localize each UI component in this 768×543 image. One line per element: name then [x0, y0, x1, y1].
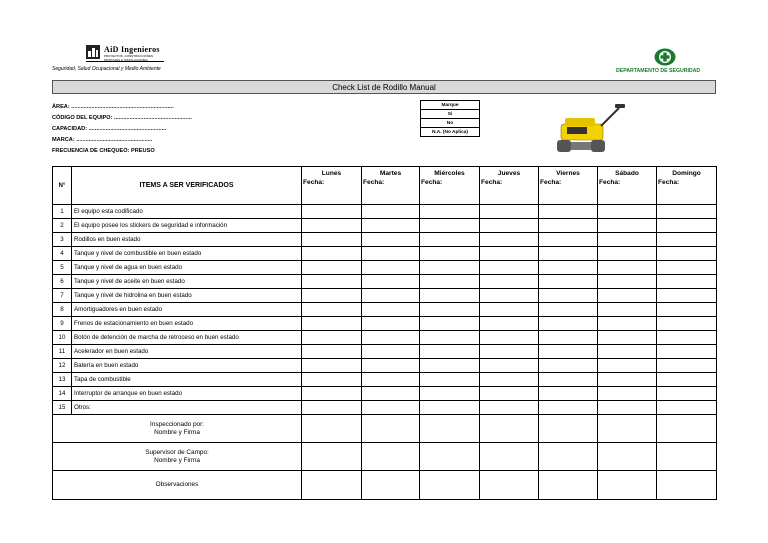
legend-na: N.A. (No Aplica)	[421, 128, 480, 137]
check-cell[interactable]	[480, 205, 539, 219]
check-cell[interactable]	[657, 289, 717, 303]
signature-cell[interactable]	[302, 415, 362, 443]
item-text: Acelerador en buen estado	[72, 345, 302, 359]
signature-label-line1: Inspeccionado por:	[149, 420, 204, 428]
check-cell[interactable]	[362, 233, 420, 247]
check-cell[interactable]	[539, 275, 598, 289]
check-cell[interactable]	[598, 275, 657, 289]
company-tagline: Seguridad, Salud Ocupacional y Medio Ambiente	[52, 66, 161, 72]
table-row	[53, 261, 717, 275]
item-text: Tanque y nivel de hidrolina en buen estado	[72, 289, 302, 303]
check-cell[interactable]	[539, 359, 598, 373]
item-text: Tanque y nivel de aceite en buen estado	[72, 275, 302, 289]
check-cell[interactable]	[362, 247, 420, 261]
check-cell[interactable]	[657, 233, 717, 247]
check-cell[interactable]	[480, 331, 539, 345]
check-cell[interactable]	[480, 317, 539, 331]
day-wednesday: Miércoles	[420, 167, 480, 180]
day-thursday: Jueves	[480, 167, 539, 180]
item-number: 11	[53, 345, 72, 359]
legend-heading: Marque	[421, 101, 480, 110]
date-monday[interactable]: Fecha:	[302, 179, 362, 204]
table-row	[53, 247, 717, 261]
day-monday: Lunes	[302, 167, 362, 180]
col-items-header: ITEMS A SER VERIFICADOS	[72, 167, 302, 205]
check-cell[interactable]	[539, 205, 598, 219]
checklist-items	[53, 205, 717, 415]
check-cell[interactable]	[539, 289, 598, 303]
check-cell[interactable]	[539, 387, 598, 401]
table-row	[53, 205, 717, 219]
marker-legend	[420, 100, 480, 137]
item-text: Tapa de combustible	[72, 373, 302, 387]
signature-label-line2: Nombre y Firma	[154, 456, 200, 464]
check-cell[interactable]	[362, 317, 420, 331]
check-cell[interactable]	[598, 247, 657, 261]
item-number: 12	[53, 359, 72, 373]
check-cell[interactable]	[362, 275, 420, 289]
check-cell[interactable]	[480, 233, 539, 247]
signature-cell[interactable]	[420, 415, 480, 443]
check-cell[interactable]	[657, 261, 717, 275]
table-row	[53, 345, 717, 359]
signature-cell[interactable]	[598, 471, 657, 500]
frequency-field: FRECUENCIA DE CHEQUEO: PREUSO	[52, 148, 155, 154]
check-cell[interactable]	[539, 261, 598, 275]
check-cell[interactable]	[480, 345, 539, 359]
logo-divider	[86, 61, 164, 62]
check-cell[interactable]	[657, 401, 717, 415]
check-cell[interactable]	[598, 261, 657, 275]
check-cell[interactable]	[539, 247, 598, 261]
check-cell[interactable]	[598, 345, 657, 359]
signature-label	[53, 443, 302, 471]
check-cell[interactable]	[420, 373, 480, 387]
check-cell[interactable]	[598, 219, 657, 233]
company-name: AiD Ingenieros	[104, 45, 160, 54]
check-cell[interactable]	[302, 219, 362, 233]
check-cell[interactable]	[598, 331, 657, 345]
signature-label-line1: Observaciones	[155, 481, 199, 488]
check-cell[interactable]	[362, 331, 420, 345]
company-logo-icon	[86, 45, 100, 59]
signature-cell[interactable]	[657, 415, 717, 443]
company-subtitle: PROYECTOS, CONSTRUCCIONES MONTAJES E INSTALACIONES	[104, 54, 153, 62]
check-cell[interactable]	[539, 345, 598, 359]
check-cell[interactable]	[480, 373, 539, 387]
capacity-field: CAPACIDAD: ..................................................	[52, 126, 167, 132]
table-row	[53, 331, 717, 345]
table-row	[53, 275, 717, 289]
item-text: Tanque y nivel de combustible en buen estado	[72, 247, 302, 261]
item-number: 1	[53, 205, 72, 219]
signature-label	[53, 415, 302, 443]
check-cell[interactable]	[539, 317, 598, 331]
checklist-table	[52, 166, 717, 500]
check-cell[interactable]	[362, 359, 420, 373]
check-cell[interactable]	[539, 303, 598, 317]
check-cell[interactable]	[420, 359, 480, 373]
check-cell[interactable]	[539, 233, 598, 247]
check-cell[interactable]	[598, 303, 657, 317]
check-cell[interactable]	[598, 359, 657, 373]
date-tuesday[interactable]: Fecha:	[362, 179, 420, 204]
check-cell[interactable]	[420, 303, 480, 317]
signature-cell[interactable]	[480, 415, 539, 443]
signature-cell[interactable]	[420, 471, 480, 500]
item-number: 3	[53, 233, 72, 247]
check-cell[interactable]	[657, 205, 717, 219]
check-cell[interactable]	[362, 387, 420, 401]
signature-cell[interactable]	[539, 471, 598, 500]
item-number: 7	[53, 289, 72, 303]
signature-cell[interactable]	[598, 415, 657, 443]
check-cell[interactable]	[420, 387, 480, 401]
check-cell[interactable]	[302, 303, 362, 317]
date-friday[interactable]: Fecha:	[539, 179, 598, 204]
check-cell[interactable]	[657, 345, 717, 359]
check-cell[interactable]	[362, 303, 420, 317]
check-cell[interactable]	[302, 233, 362, 247]
signature-cell[interactable]	[539, 443, 598, 471]
item-text: Otros:	[72, 401, 302, 415]
date-saturday[interactable]: Fecha:	[598, 179, 657, 204]
item-number: 5	[53, 261, 72, 275]
signature-cell[interactable]	[420, 443, 480, 471]
item-text: El equipo esta codificado	[72, 205, 302, 219]
check-cell[interactable]	[302, 359, 362, 373]
signature-cell[interactable]	[539, 415, 598, 443]
col-number-header: N°	[53, 167, 72, 205]
check-cell[interactable]	[598, 387, 657, 401]
item-number: 14	[53, 387, 72, 401]
table-row	[53, 387, 717, 401]
checklist-signatures	[53, 415, 717, 500]
signature-cell[interactable]	[362, 415, 420, 443]
signature-row	[53, 443, 717, 471]
equipment-code-field: CÓDIGO DEL EQUIPO: ..................................................	[52, 115, 192, 121]
item-text: Rodillos en buen estado	[72, 233, 302, 247]
table-row	[53, 401, 717, 415]
check-cell[interactable]	[657, 331, 717, 345]
check-cell[interactable]	[598, 317, 657, 331]
signature-row	[53, 471, 717, 500]
table-row	[53, 303, 717, 317]
check-cell[interactable]	[420, 233, 480, 247]
check-cell[interactable]	[598, 205, 657, 219]
day-friday: Viernes	[539, 167, 598, 180]
signature-cell[interactable]	[480, 471, 539, 500]
signature-row	[53, 415, 717, 443]
check-cell[interactable]	[480, 401, 539, 415]
check-cell[interactable]	[362, 345, 420, 359]
check-cell[interactable]	[302, 289, 362, 303]
check-cell[interactable]	[657, 247, 717, 261]
check-cell[interactable]	[480, 275, 539, 289]
check-cell[interactable]	[302, 387, 362, 401]
signature-cell[interactable]	[480, 443, 539, 471]
check-cell[interactable]	[302, 317, 362, 331]
signature-label	[53, 471, 302, 500]
check-cell[interactable]	[420, 261, 480, 275]
check-cell[interactable]	[302, 345, 362, 359]
signature-cell[interactable]	[302, 471, 362, 500]
check-cell[interactable]	[598, 373, 657, 387]
check-cell[interactable]	[420, 331, 480, 345]
item-text: Tanque y nivel de agua en buen estado	[72, 261, 302, 275]
check-cell[interactable]	[598, 401, 657, 415]
item-text: Interruptor de arranque en buen estado	[72, 387, 302, 401]
area-field: ÁREA: ..................................................................	[52, 104, 174, 110]
item-number: 4	[53, 247, 72, 261]
check-cell[interactable]	[420, 205, 480, 219]
check-cell[interactable]	[480, 359, 539, 373]
table-row	[53, 219, 717, 233]
item-number: 8	[53, 303, 72, 317]
department-label: DEPARTAMENTO DE SEGURIDAD	[616, 68, 701, 74]
check-cell[interactable]	[480, 261, 539, 275]
table-row	[53, 317, 717, 331]
item-number: 6	[53, 275, 72, 289]
check-cell[interactable]	[420, 401, 480, 415]
signature-cell[interactable]	[302, 443, 362, 471]
table-row	[53, 289, 717, 303]
check-cell[interactable]	[420, 219, 480, 233]
table-row	[53, 373, 717, 387]
signature-cell[interactable]	[362, 471, 420, 500]
check-cell[interactable]	[657, 317, 717, 331]
item-text: Amortiguadores en buen estado	[72, 303, 302, 317]
check-cell[interactable]	[657, 359, 717, 373]
check-cell[interactable]	[480, 247, 539, 261]
check-cell[interactable]	[302, 401, 362, 415]
brand-field: MARCA: .................................................	[52, 137, 153, 143]
day-sunday: Domingo	[657, 167, 717, 180]
item-text: Batería en buen estado	[72, 359, 302, 373]
document-title: Check List de Rodillo Manual	[52, 80, 716, 94]
check-cell[interactable]	[657, 303, 717, 317]
check-cell[interactable]	[302, 247, 362, 261]
check-cell[interactable]	[598, 233, 657, 247]
item-text: Botón de detención de marcha de retroceso en buen estado	[72, 331, 302, 345]
date-wednesday[interactable]: Fecha:	[420, 179, 480, 204]
check-cell[interactable]	[302, 261, 362, 275]
check-cell[interactable]	[302, 205, 362, 219]
check-cell[interactable]	[539, 331, 598, 345]
check-cell[interactable]	[420, 317, 480, 331]
check-cell[interactable]	[480, 387, 539, 401]
check-cell[interactable]	[539, 219, 598, 233]
check-cell[interactable]	[302, 331, 362, 345]
item-number: 9	[53, 317, 72, 331]
item-number: 2	[53, 219, 72, 233]
signature-cell[interactable]	[657, 443, 717, 471]
check-cell[interactable]	[480, 303, 539, 317]
check-cell[interactable]	[362, 373, 420, 387]
check-cell[interactable]	[657, 219, 717, 233]
check-cell[interactable]	[539, 401, 598, 415]
day-saturday: Sábado	[598, 167, 657, 180]
legend-yes: Si	[421, 110, 480, 119]
check-cell[interactable]	[420, 247, 480, 261]
item-number: 13	[53, 373, 72, 387]
date-thursday[interactable]: Fecha:	[480, 179, 539, 204]
check-cell[interactable]	[657, 387, 717, 401]
signature-cell[interactable]	[362, 443, 420, 471]
check-cell[interactable]	[657, 275, 717, 289]
safety-cross-icon	[654, 48, 676, 66]
check-cell[interactable]	[480, 219, 539, 233]
check-cell[interactable]	[302, 373, 362, 387]
check-cell[interactable]	[362, 289, 420, 303]
signature-cell[interactable]	[598, 443, 657, 471]
check-cell[interactable]	[539, 373, 598, 387]
check-cell[interactable]	[362, 205, 420, 219]
check-cell[interactable]	[362, 261, 420, 275]
check-cell[interactable]	[598, 289, 657, 303]
date-sunday[interactable]: Fecha:	[657, 179, 717, 204]
day-tuesday: Martes	[362, 167, 420, 180]
item-number: 10	[53, 331, 72, 345]
signature-cell[interactable]	[657, 471, 717, 500]
check-cell[interactable]	[657, 373, 717, 387]
item-text: Frenos de estacionamiento en buen estado	[72, 317, 302, 331]
table-row	[53, 359, 717, 373]
check-cell[interactable]	[302, 275, 362, 289]
roller-machine-image	[553, 100, 631, 156]
legend-no: No	[421, 119, 480, 128]
check-cell[interactable]	[420, 289, 480, 303]
signature-label-line1: Supervisor de Campo:	[145, 448, 209, 456]
check-cell[interactable]	[420, 345, 480, 359]
table-row	[53, 233, 717, 247]
check-cell[interactable]	[362, 401, 420, 415]
check-cell[interactable]	[480, 289, 539, 303]
check-cell[interactable]	[362, 219, 420, 233]
signature-label-line2: Nombre y Firma	[154, 428, 200, 436]
check-cell[interactable]	[420, 275, 480, 289]
item-text: El equipo posee los stickers de seguridad e información	[72, 219, 302, 233]
item-number: 15	[53, 401, 72, 415]
